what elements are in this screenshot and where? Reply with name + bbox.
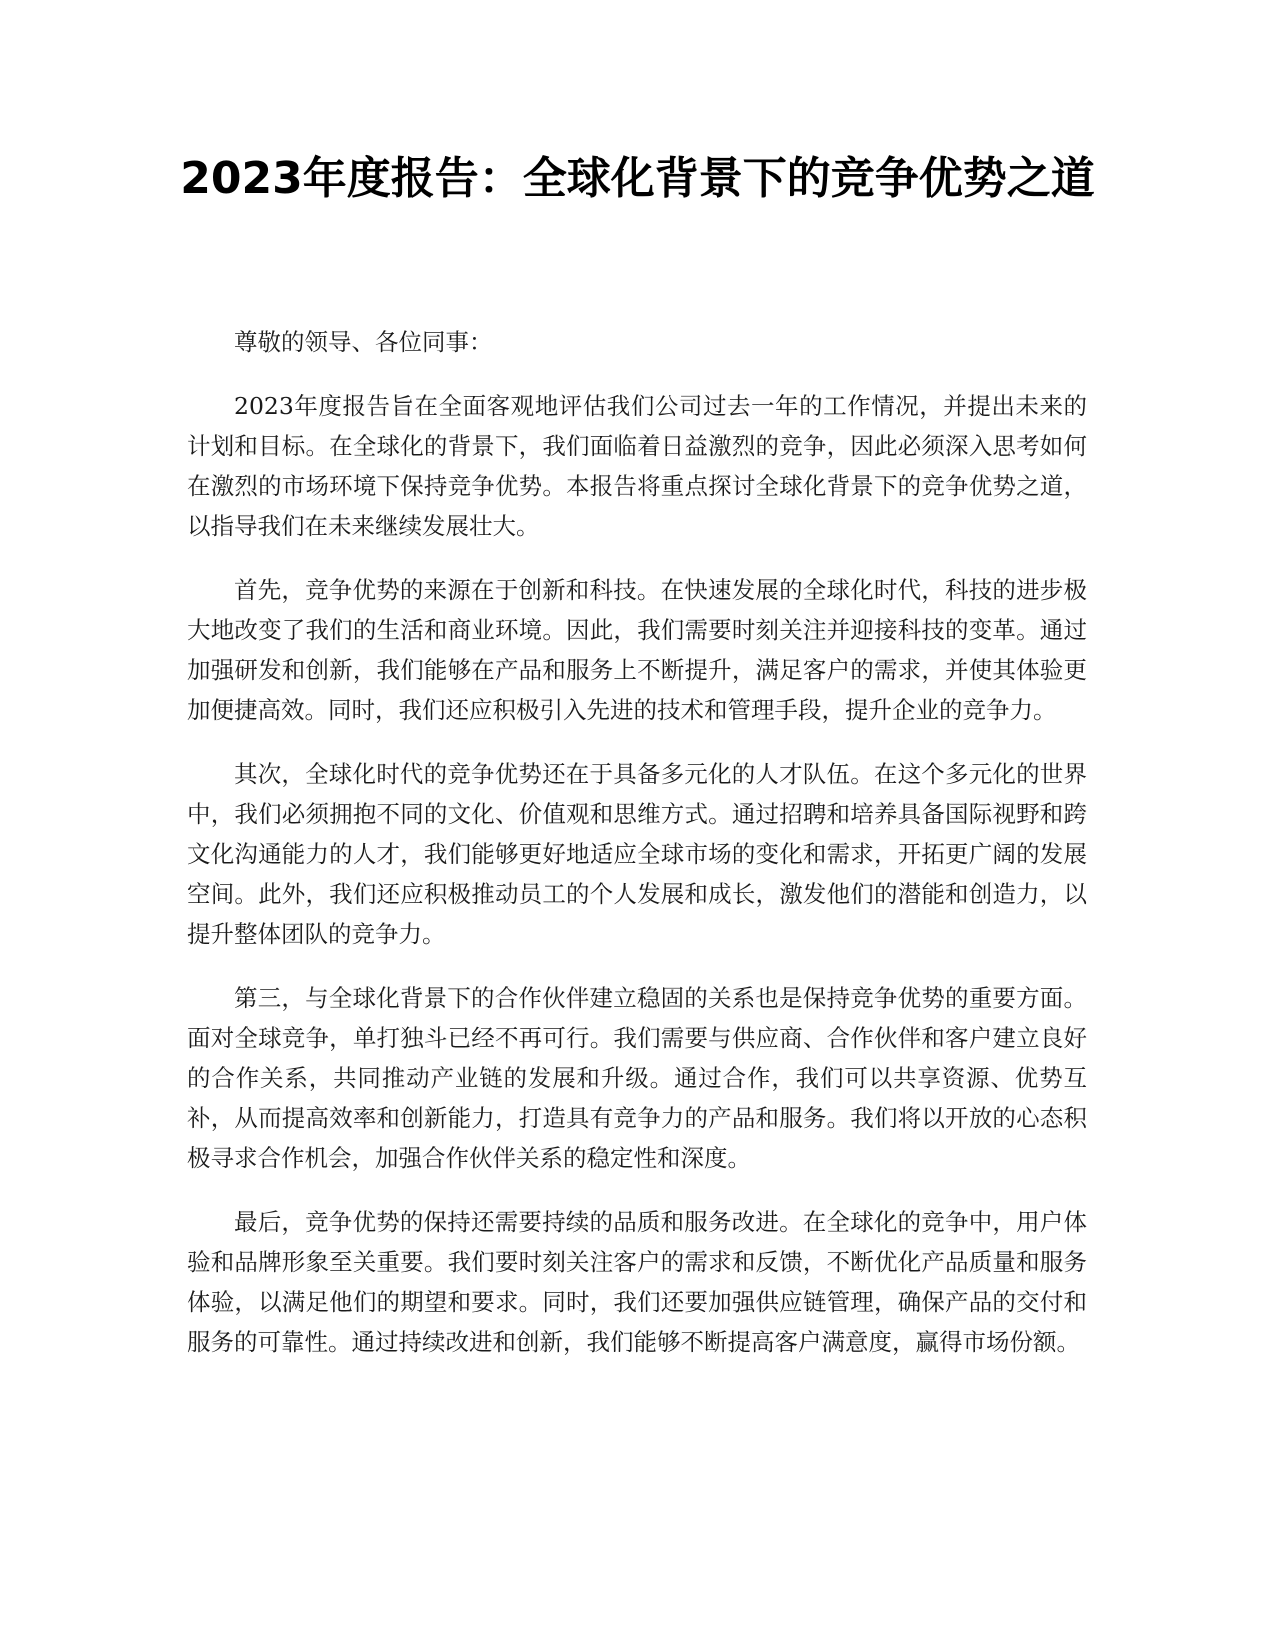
- document-body: [187, 322, 1087, 1386]
- paragraph-quality: 最后，竞争优势的保持还需要持续的品质和服务改进。在全球化的竞争中，用户体验和品牌形象至关重要。我们要时刻关注客户的需求和反馈，不断优化产品质量和服务体验，以满足他们的期望和要求。同时，我们还要加强供应链管理，确保产品的交付和服务的可靠性。通过持续改进和创新，我们能够不断提高客户满意度，赢得市场份额。: [187, 1208, 1087, 1356]
- salutation: 尊敬的领导、各位同事：: [234, 328, 493, 356]
- paragraph-innovation: 首先，竞争优势的来源在于创新和科技。在快速发展的全球化时代，科技的进步极大地改变了我们的生活和商业环境。因此，我们需要时刻关注并迎接科技的变革。通过加强研发和创新，我们能够在产品和服务上不断提升，满足客户的需求，并使其体验更加便捷高效。同时，我们还应积极引入先进的技术和管理手段，提升企业的竞争力。: [187, 576, 1087, 724]
- paragraph-partnership: 第三，与全球化背景下的合作伙伴建立稳固的关系也是保持竞争优势的重要方面。面对全球竞争，单打独斗已经不再可行。我们需要与供应商、合作伙伴和客户建立良好的合作关系，共同推动产业链的发展和升级。通过合作，我们可以共享资源、优势互补，从而提高效率和创新能力，打造具有竞争力的产品和服务。我们将以开放的心态积极寻求合作机会，加强合作伙伴关系的稳定性和深度。: [187, 984, 1087, 1172]
- paragraph-talent: 其次，全球化时代的竞争优势还在于具备多元化的人才队伍。在这个多元化的世界中，我们必须拥抱不同的文化、价值观和思维方式。通过招聘和培养具备国际视野和跨文化沟通能力的人才，我们能够更好地适应全球市场的变化和需求，开拓更广阔的发展空间。此外，我们还应积极推动员工的个人发展和成长，激发他们的潜能和创造力，以提升整体团队的竞争力。: [187, 760, 1087, 948]
- paragraph-intro: 2023年度报告旨在全面客观地评估我们公司过去一年的工作情况，并提出未来的计划和目标。在全球化的背景下，我们面临着日益激烈的竞争，因此必须深入思考如何在激烈的市场环境下保持竞争优势。本报告将重点探讨全球化背景下的竞争优势之道，以指导我们在未来继续发展壮大。: [187, 392, 1087, 540]
- document-title: 2023年度报告：全球化背景下的竞争优势之道: [180, 153, 1095, 204]
